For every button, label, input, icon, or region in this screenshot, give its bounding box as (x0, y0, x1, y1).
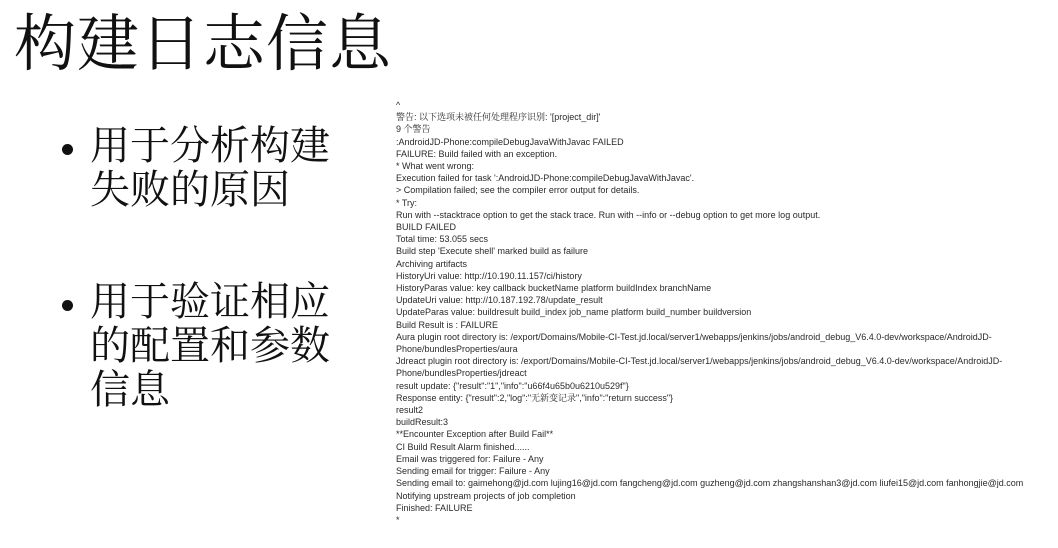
log-line: Sending email to: gaimehong@jd.com lujing16@jd.com fangcheng@jd.com guzheng@jd.com zhangshanshan3@jd.com liufei15@jd.com fanhongjie@jd.com (396, 478, 1024, 489)
log-line: Jdreact plugin root directory is: /export/Domains/Mobile-CI-Test.jd.local/server1/webapps/jenkins/jobs/android_debug_V6.4.0-dev/workspace/AndroidJD- (396, 356, 1003, 367)
log-line: Run with --stacktrace option to get the stack trace. Run with --info or --debug option to get more log output. (396, 209, 821, 220)
log-line: Email was triggered for: Failure - Any (396, 453, 544, 464)
log-line: 警告: 以下选项未被任何处理程序识别: '[project_dir]' (396, 112, 601, 123)
bullet-item-verify-config (62, 280, 362, 412)
log-line: Notifying upstream projects of job completion (396, 490, 576, 501)
log-line: * (396, 514, 400, 525)
log-line: Phone/bundlesProperties/aura (396, 344, 518, 355)
log-line: Sending email for trigger: Failure - Any (396, 466, 550, 477)
bullet-text: 用于分析构建失败的原因 (90, 123, 330, 213)
log-line: * Try: (396, 197, 418, 208)
log-line: HistoryUri value: http://10.190.11.157/ci/history (396, 270, 582, 281)
bullet-item-analyze-failure (62, 124, 362, 212)
log-line: Finished: FAILURE (396, 502, 473, 513)
log-line: > Compilation failed; see the compiler error output for details. (396, 185, 640, 196)
bullet-list (62, 124, 362, 412)
bullet-dot-icon (62, 144, 73, 155)
build-log-screenshot (396, 99, 1044, 539)
log-line: * What went wrong: (396, 161, 475, 172)
log-line: FAILURE: Build failed with an exception. (396, 148, 558, 159)
log-line: BUILD FAILED (396, 222, 457, 233)
log-line: buildResult:3 (396, 417, 449, 428)
log-line: Execution failed for task ':AndroidJD-Phone:compileDebugJavaWithJavac'. (396, 173, 695, 184)
log-line: UpdateUri value: http://10.187.192.78/update_result (396, 295, 603, 306)
log-line: ^ (396, 100, 401, 110)
log-line: Phone/bundlesProperties/jdreact (396, 368, 527, 379)
slide-title: 构建日志信息 (14, 7, 393, 80)
log-line: 9 个警告 (396, 124, 431, 135)
log-line: **Encounter Exception after Build Fail** (396, 429, 554, 440)
log-line: Response entity: {"result":2,"log":"无新变记录","info":"return success"} (396, 392, 674, 403)
log-line: UpdateParas value: buildresult build_index job_name platform build_number buildversion (396, 307, 752, 318)
log-line: result2 (396, 405, 424, 416)
bullet-dot-icon (62, 300, 73, 311)
log-line: Build Result is : FAILURE (396, 319, 499, 330)
log-line: CI Build Result Alarm finished...... (396, 441, 530, 452)
log-line: Aura plugin root directory is: /export/Domains/Mobile-CI-Test.jd.local/server1/webapps/jenkins/jobs/android_debug_V6.4.0-dev/workspace/AndroidJD- (396, 331, 992, 342)
log-line: :AndroidJD-Phone:compileDebugJavaWithJavac FAILED (396, 136, 624, 147)
log-line: HistoryParas value: key callback bucketName platform buildIndex branchName (396, 283, 712, 294)
log-line: Archiving artifacts (396, 258, 468, 269)
bullet-text: 用于验证相应的配置和参数信息 (90, 279, 330, 413)
log-line: result update: {"result":"1","info":"u66f4u65b0u6210u529f"} (396, 380, 629, 391)
log-line: Build step 'Execute shell' marked build as failure (396, 246, 589, 257)
log-line: Total time: 53.055 secs (396, 234, 489, 245)
